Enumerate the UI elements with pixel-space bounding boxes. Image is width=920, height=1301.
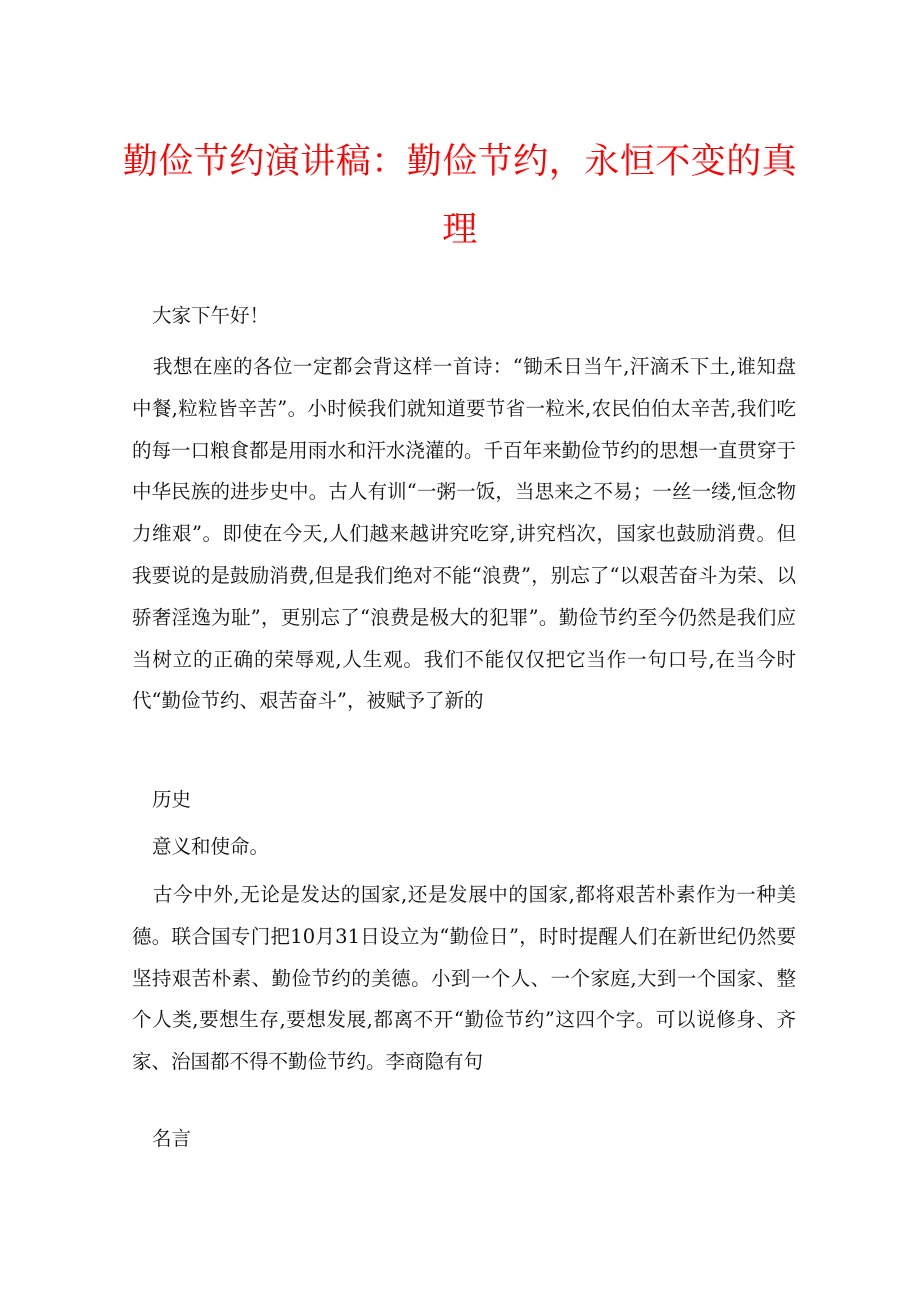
paragraph-2: 古今中外,无论是发达的国家,还是发展中的国家,都将艰苦朴素作为一种美德。联合国专门把10月31日设立为“勤俭日”，时时提醒人们在新世纪仍然要坚持艰苦朴素、勤俭节约的美德。小到一个人、一个家庭,大到一个国家、整个人类,要想生存,要想发展,都离不开“勤俭节约”这四个字。可以说修身、齐家、治国都不得不勤俭节约。李商隐有句 xyxy=(132,883,796,1074)
history-line: 历史 xyxy=(152,788,192,811)
quote-line: 名言 xyxy=(152,1127,192,1150)
document-title: 勤俭节约演讲稿：勤俭节约，永恒不变的真理 xyxy=(122,142,798,250)
meaning-line: 意义和使命。 xyxy=(152,835,270,858)
paragraph-1: 我想在座的各位一定都会背这样一首诗：“锄禾日当午,汗滴禾下土,谁知盘中餐,粒粒皆辛苦”。小时候我们就知道要节省一粒米,农民伯伯太辛苦,我们吃的每一口粮食都是用雨水和汗水浇灌的。千百年来勤俭节约的思想一直贯穿于中华民族的进步史中。古人有训“一粥一饭，当思来之不易；一丝一缕,恒念物力维艰”。即使在今天,人们越来越讲究吃穿,讲究档次，国家也鼓励消费。但我要说的是鼓励消费,但是我们绝对不能“浪费”，别忘了“以艰苦奋斗为荣、以骄奢淫逸为耻”，更别忘了“浪费是极大的犯罪”。勤俭节约至今仍然是我们应当树立的正确的荣辱观,人生观。我们不能仅仅把它当作一句口号,在当今时代“勤俭节约、艰苦奋斗”，被赋予了新的 xyxy=(132,355,796,713)
greeting-line: 大家下午好！ xyxy=(152,304,270,327)
